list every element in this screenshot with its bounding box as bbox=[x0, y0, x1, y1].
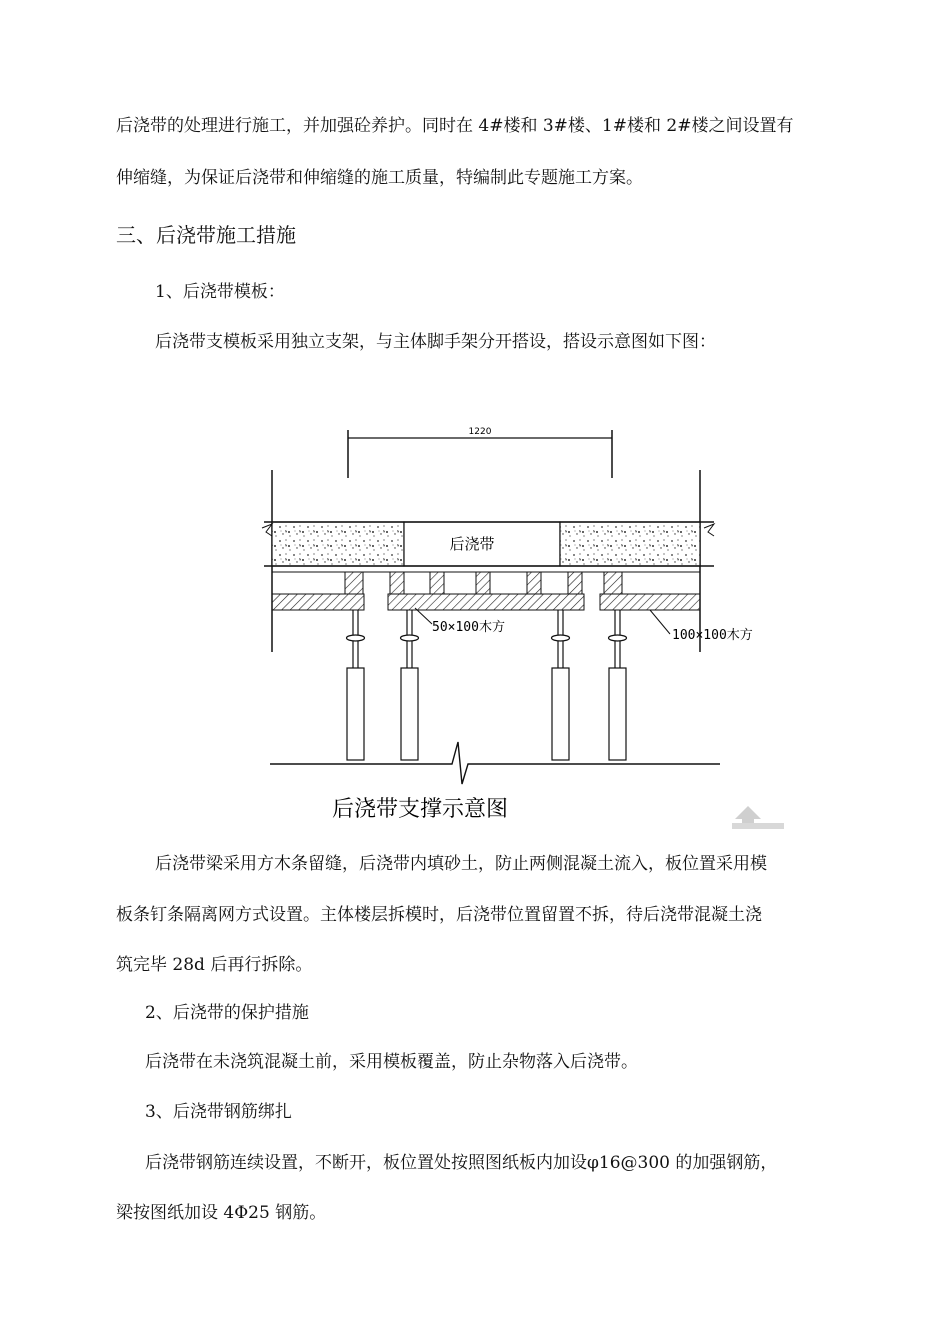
large-timber-label: 100×100木方 bbox=[672, 628, 753, 643]
paragraph-2-line-3: 筑完毕 28d 后再行拆除。 bbox=[116, 955, 313, 975]
small-timbers bbox=[345, 572, 622, 594]
post-cast-strip-support-diagram bbox=[250, 412, 810, 840]
subsection-3-title: 3、后浇带钢筋绑扎 bbox=[145, 1102, 292, 1122]
subsection-1-text: 后浇带支模板采用独立支架，与主体脚手架分开搭设，搭设示意图如下图： bbox=[155, 332, 716, 352]
paragraph-2-line-2: 板条钉条隔离网方式设置。主体楼层拆模时，后浇带位置留置不拆，待后浇带混凝土浇 bbox=[116, 905, 762, 925]
paragraph-3-line-1: 后浇带钢筋连续设置，不断开，板位置处按照图纸板内加设φ16@300 的加强钢筋， bbox=[145, 1153, 778, 1173]
band-label: 后浇带 bbox=[449, 535, 495, 553]
subsection-2-title: 2、后浇带的保护措施 bbox=[145, 1003, 309, 1023]
paragraph-1-line-1: 后浇带的处理进行施工，并加强砼养护。同时在 4#楼和 3#楼、1#楼和 2#楼之间设置有 bbox=[116, 116, 794, 136]
large-timbers bbox=[272, 594, 700, 610]
paragraph-3-line-2: 梁按图纸加设 4Φ25 钢筋。 bbox=[116, 1203, 327, 1223]
paragraph-1-line-2: 伸缩缝，为保证后浇带和伸缩缝的施工质量，特编制此专题施工方案。 bbox=[116, 168, 643, 188]
dimension-label: 1220 bbox=[468, 427, 492, 437]
section-heading: 三、后浇带施工措施 bbox=[116, 223, 296, 247]
diagram-caption: 后浇带支撑示意图 bbox=[331, 797, 509, 822]
concrete-slab bbox=[264, 522, 714, 566]
dimension-marker bbox=[348, 427, 612, 478]
subsection-1-title: 1、后浇带模板： bbox=[155, 282, 285, 302]
subsection-2-text: 后浇带在未浇筑混凝土前，采用模板覆盖，防止杂物落入后浇带。 bbox=[145, 1052, 638, 1072]
paragraph-2-line-1: 后浇带梁采用方木条留缝，后浇带内填砂土，防止两侧混凝土流入，板位置采用模 bbox=[155, 854, 767, 874]
small-timber-label: 50×100木方 bbox=[432, 620, 505, 635]
watermark-logo bbox=[732, 806, 784, 829]
